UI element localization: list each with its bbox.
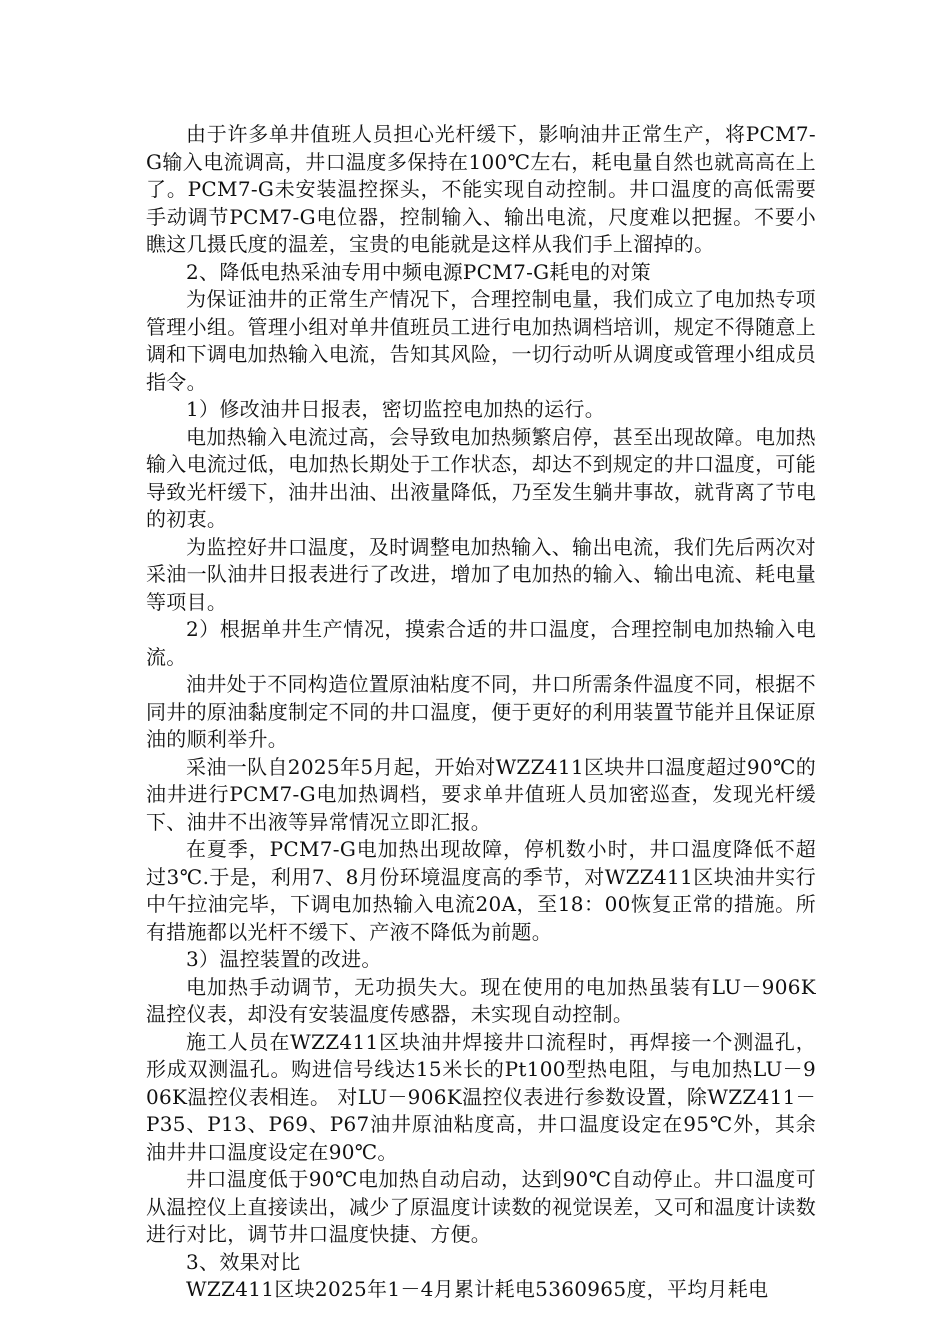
paragraph-manual-adjustment: 电加热手动调节，无功损失大。现在使用的电加热虽装有LU－906K温控仪表，却没有安装温度传感器，未实现自动控制。 — [146, 974, 816, 1026]
paragraph-viscosity: 油井处于不同构造位置原油粘度不同，井口所需条件温度不同，根据不同井的原油黏度制定不同的井口温度，便于更好的利用装置节能并且保证原油的顺利举升。 — [146, 672, 816, 751]
paragraph-management-team: 为保证油井的正常生产情况下，合理控制电量，我们成立了电加热专项管理小组。管理小组对单井值班员工进行电加热调档培训，规定不得随意上调和下调电加热输入电流，告知其风险，一切行动听从调度或管理小组成员指令。 — [146, 287, 816, 394]
paragraph-current-effects: 电加热输入电流过高，会导致电加热频繁启停，甚至出现故障。电加热输入电流过低，电加热长期处于工作状态，却达不到规定的井口温度，可能导致光杆缓下，油井出油、出液量降低，乃至发生躺井事故，就背离了节电的初衷。 — [146, 424, 816, 531]
paragraph-problem-description: 由于许多单井值班人员担心光杆缓下，影响油井正常生产，将PCM7-G输入电流调高，井口温度多保持在100℃左右，耗电量自然也就高高在上了。PCM7-G未安装温控探头，不能实现自动控制。井口温度的高低需要手动调节PCM7-G电位器，控制输入、输出电流，尺度难以把握。不要小瞧这几摄氏度的温差，宝贵的电能就是这样从我们手上溜掉的。 — [146, 122, 816, 256]
subheading-daily-report: 1）修改油井日报表，密切监控电加热的运行。 — [186, 397, 606, 421]
paragraph-report-improvement: 为监控好井口温度，及时调整电加热输入、输出电流，我们先后两次对采油一队油井日报表进行了改进，增加了电加热的输入、输出电流、耗电量等项目。 — [146, 534, 816, 614]
paragraph-summer-measures: 在夏季，PCM7-G电加热出现故障，停机数小时，井口温度降低不超过3℃.于是，利用7、8月份环境温度高的季节，对WZZ411区块油井实行中午拉油完毕，下调电加热输入电流20A，至18：00恢复正常的措施。所有措施都以光杆不缓下、产液不降低为前题。 — [146, 837, 816, 944]
subheading-wellhead-temperature: 2）根据单井生产情况，摸索合适的井口温度，合理控制电加热输入电流。 — [146, 617, 816, 669]
paragraph-auto-control: 井口温度低于90℃电加热自动启动，达到90℃自动停止。井口温度可从温控仪上直接读出，减少了原温度计读数的视觉误差，又可和温度计读数进行对比，调节井口温度快捷、方便。 — [146, 1167, 816, 1246]
section-heading-countermeasures: 2、降低电热采油专用中频电源PCM7-G耗电的对策 — [186, 259, 651, 284]
section-heading-effect-comparison: 3、效果对比 — [186, 1249, 301, 1274]
document-body — [146, 121, 816, 1304]
paragraph-installation: 施工人员在WZZ411区块油井焊接井口流程时，再焊接一个测温孔，形成双测温孔。购进信号线达15米长的Pt100型热电阻，与电加热LU－906K温控仪表相连。 对LU－906K温控仪表进行参数设置，除WZZ411－P35、P13、P69、P67油井原油粘度高，井口温度设定在95℃外，其余油井井口温度设定在90℃。 — [146, 1029, 816, 1164]
paragraph-adjustment-start: 采油一队自2025年5月起，开始对WZZ411区块井口温度超过90℃的油井进行PCM7-G电加热调档，要求单井值班人员加密巡查，发现光杆缓下、油井不出液等异常情况立即汇报。 — [146, 754, 816, 834]
subheading-temperature-control: 3）温控装置的改进。 — [186, 947, 382, 971]
paragraph-consumption-data: WZZ411区块2025年1－4月累计耗电5360965度，平均月耗电 — [186, 1277, 769, 1301]
